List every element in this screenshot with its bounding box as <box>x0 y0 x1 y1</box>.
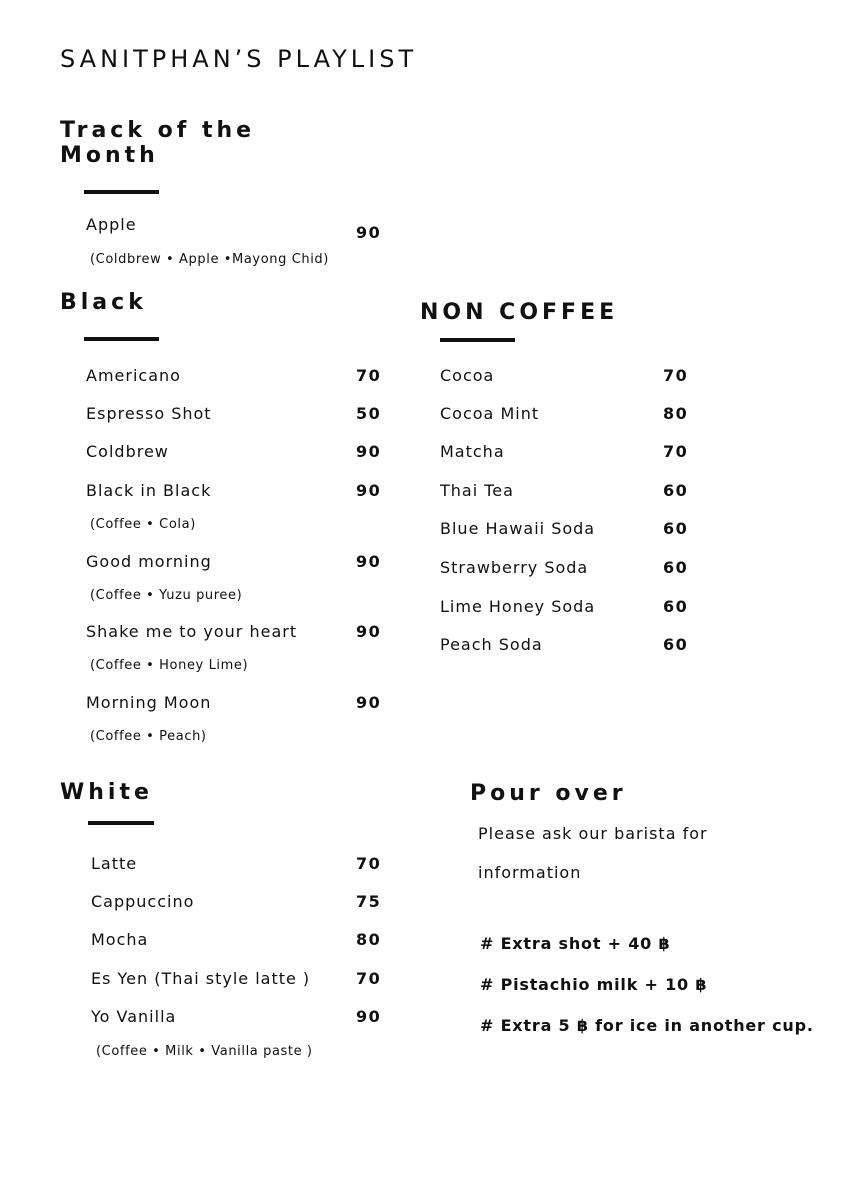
menu-item-name: Blue Hawaii Soda <box>440 519 596 538</box>
page-title: SANITPHAN’S PLAYLIST <box>60 45 418 73</box>
menu-item-price: 60 <box>663 481 689 500</box>
extra-option: # Extra shot + 40 ฿ <box>480 934 671 953</box>
menu-item-price: 90 <box>356 622 382 641</box>
menu-item-name: Americano <box>86 366 181 385</box>
section-divider <box>88 821 154 825</box>
section-title-white: White <box>60 780 153 805</box>
menu-item-price: 70 <box>663 366 689 385</box>
menu-item-price: 70 <box>356 854 382 873</box>
menu-item-price: 60 <box>663 519 689 538</box>
menu-item-price: 70 <box>356 366 382 385</box>
menu-item-price: 90 <box>356 552 382 571</box>
pour-over-note-line-1: Please ask our barista for <box>478 824 708 843</box>
menu-item-name: Latte <box>91 854 138 873</box>
section-title-pour-over: Pour over <box>470 781 627 806</box>
menu-item-description: (Coffee • Cola) <box>90 517 196 532</box>
menu-item-price: 90 <box>356 693 382 712</box>
menu-item-name: Matcha <box>440 442 505 461</box>
section-title-non-coffee: NON COFFEE <box>420 300 619 325</box>
menu-item-name: Lime Honey Soda <box>440 597 596 616</box>
menu-item-price: 60 <box>663 597 689 616</box>
extra-option: # Extra 5 ฿ for ice in another cup. <box>480 1016 814 1035</box>
section-divider <box>84 337 159 341</box>
menu-item-price: 90 <box>356 1007 382 1026</box>
menu-item-description: (Coffee • Peach) <box>90 729 207 744</box>
section-title-line-2: Month <box>60 143 159 168</box>
menu-item-name: Morning Moon <box>86 693 212 712</box>
menu-item-name: Apple <box>86 215 137 234</box>
menu-item-price: 75 <box>356 892 382 911</box>
menu-item-price: 90 <box>356 481 382 500</box>
menu-item-name: Es Yen (Thai style latte ) <box>91 969 311 988</box>
menu-item-name: Cappuccino <box>91 892 195 911</box>
menu-item-price: 70 <box>663 442 689 461</box>
section-divider <box>84 190 159 194</box>
extra-option: # Pistachio milk + 10 ฿ <box>480 975 708 994</box>
menu-item-price: 50 <box>356 404 382 423</box>
menu-item-description: (Coffee • Honey Lime) <box>90 658 249 673</box>
menu-item-name: Espresso Shot <box>86 404 212 423</box>
section-title-track-of-month <box>60 118 255 168</box>
menu-item-price: 90 <box>356 223 382 242</box>
menu-item-name: Coldbrew <box>86 442 169 461</box>
menu-item-name: Cocoa Mint <box>440 404 540 423</box>
menu-item-name: Peach Soda <box>440 635 543 654</box>
section-title-black: Black <box>60 290 147 315</box>
menu-item-name: Black in Black <box>86 481 212 500</box>
section-divider <box>440 338 515 342</box>
menu-item-description: (Coldbrew • Apple •Mayong Chid) <box>90 252 329 267</box>
menu-item-price: 60 <box>663 635 689 654</box>
pour-over-note-line-2: information <box>478 863 582 882</box>
menu-item-name: Cocoa <box>440 366 495 385</box>
menu-item-name: Thai Tea <box>440 481 514 500</box>
menu-item-description: (Coffee • Yuzu puree) <box>90 588 243 603</box>
menu-item-name: Shake me to your heart <box>86 622 298 641</box>
menu-item-price: 80 <box>663 404 689 423</box>
menu-item-name: Strawberry Soda <box>440 558 589 577</box>
section-title-line-1: Track of the <box>60 118 256 143</box>
menu-item-name: Good morning <box>86 552 212 571</box>
menu-item-name: Mocha <box>91 930 149 949</box>
menu-item-price: 70 <box>356 969 382 988</box>
menu-item-description: (Coffee • Milk • Vanilla paste ) <box>96 1044 313 1059</box>
menu-item-price: 60 <box>663 558 689 577</box>
menu-item-price: 90 <box>356 442 382 461</box>
menu-item-price: 80 <box>356 930 382 949</box>
menu-item-name: Yo Vanilla <box>91 1007 177 1026</box>
